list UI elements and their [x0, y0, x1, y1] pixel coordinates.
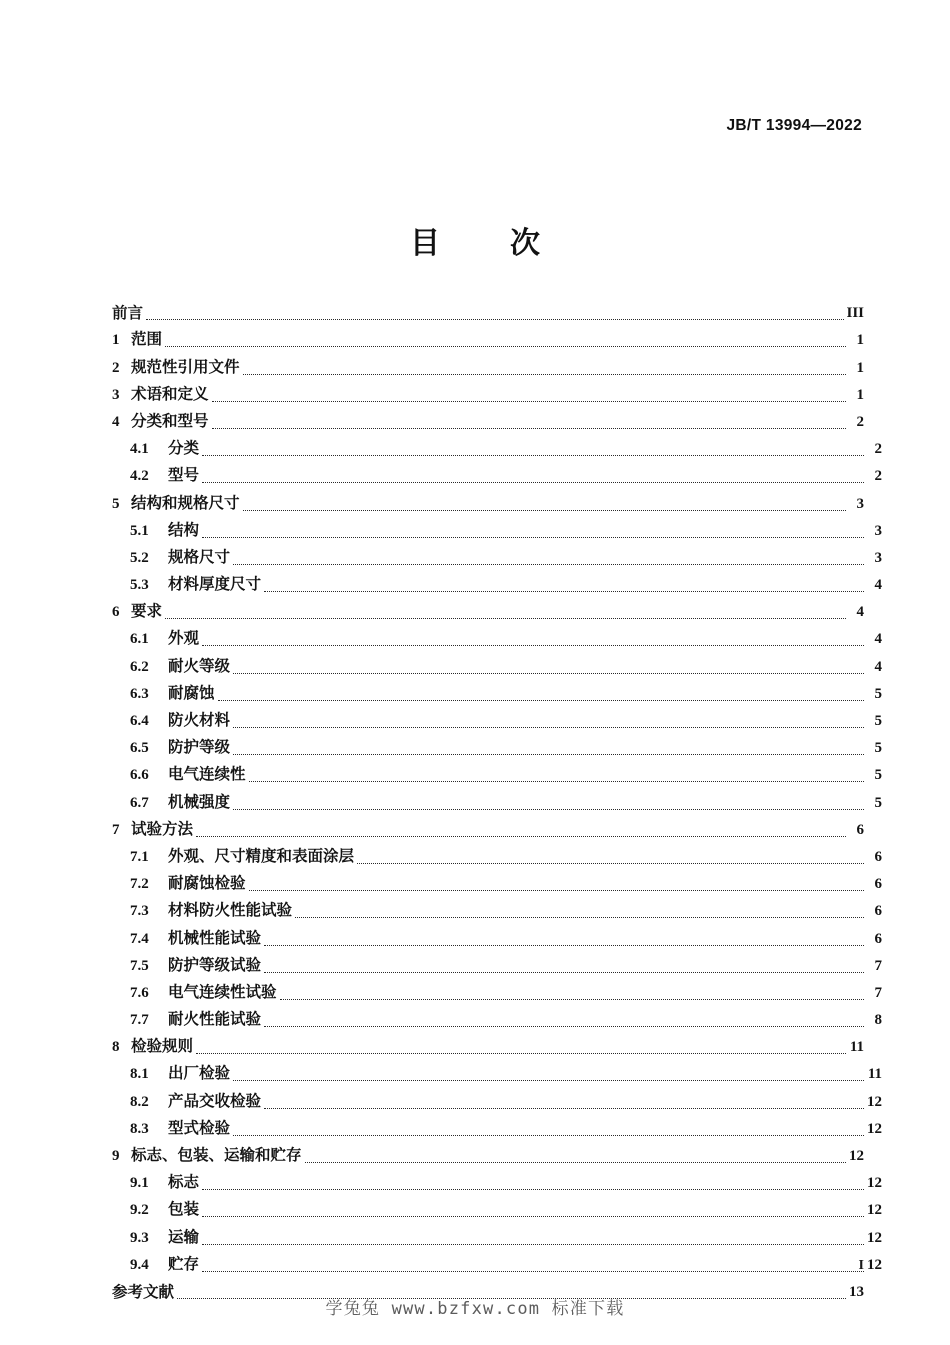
toc-entry-title: 防护等级试验 [168, 955, 262, 974]
toc-dot-leader [233, 1068, 864, 1084]
toc-entry-title: 检验规则 [131, 1037, 194, 1056]
toc-entry-label [130, 1063, 230, 1084]
toc-dot-leader [305, 1150, 846, 1166]
toc-entry-number: 8.1 [130, 1066, 149, 1083]
toc-entry-page-number: 1 [856, 359, 864, 376]
toc-entry-label [130, 1172, 199, 1193]
toc-entry[interactable] [112, 1030, 864, 1057]
toc-entry-page-number: 4 [874, 631, 882, 648]
page-number: I [858, 1258, 864, 1273]
toc-entry-title: 出厂检验 [168, 1064, 231, 1083]
toc-entry-label [130, 1199, 199, 1220]
toc-entry-label [130, 928, 261, 949]
toc-entry-number: 7.5 [130, 957, 149, 974]
toc-entry-page-number: III [846, 305, 864, 322]
toc-entry[interactable] [112, 514, 882, 541]
toc-entry-label [130, 982, 277, 1003]
toc-dot-leader [202, 1259, 864, 1275]
toc-entry-page-number: 11 [867, 1066, 882, 1083]
toc-entry-title: 分类和型号 [131, 411, 209, 430]
toc-entry[interactable] [112, 541, 882, 568]
toc-entry-page-number: 1 [856, 386, 864, 403]
toc-entry-number: 4.1 [130, 441, 149, 458]
toc-entry-label [130, 1091, 261, 1112]
toc-entry-number: 8.3 [130, 1120, 149, 1137]
toc-dot-leader [295, 905, 864, 921]
toc-entry-number: 5.1 [130, 522, 149, 539]
toc-dot-leader [146, 307, 844, 323]
toc-entry[interactable] [112, 894, 882, 921]
toc-entry-title: 耐腐蚀检验 [168, 874, 246, 893]
toc-entry-number: 1 [112, 332, 120, 349]
toc-entry-title: 机械强度 [168, 792, 231, 811]
toc-entry-title: 要求 [131, 602, 163, 621]
toc-entry-page-number: 8 [874, 1012, 882, 1029]
toc-entry-title: 材料厚度尺寸 [168, 575, 262, 594]
toc-entry[interactable] [112, 813, 864, 840]
toc-entry-label [130, 656, 230, 677]
toc-dot-leader [212, 389, 846, 405]
toc-entry-label [130, 1009, 261, 1030]
toc-entry-label [112, 601, 162, 622]
toc-entry-title: 分类 [168, 439, 200, 458]
toc-entry-page-number: 2 [874, 468, 882, 485]
toc-entry-title: 前言 [112, 304, 144, 323]
toc-dot-leader [212, 416, 846, 432]
toc-entry-title: 防护等级 [168, 738, 231, 757]
toc-entry[interactable] [112, 1193, 882, 1220]
toc-entry-page-number: 5 [874, 685, 882, 702]
toc-entry[interactable] [112, 459, 882, 486]
toc-entry[interactable] [112, 1003, 882, 1030]
toc-entry-title: 包装 [168, 1200, 200, 1219]
toc-entry-number: 9.4 [130, 1256, 149, 1273]
page-title: 目 次 [410, 226, 560, 261]
toc-dot-leader [202, 470, 864, 486]
toc-dot-leader [243, 498, 846, 514]
toc-entry-label [130, 465, 199, 486]
toc-dot-leader [280, 987, 864, 1003]
toc-entry-page-number: 5 [874, 767, 882, 784]
toc-entry[interactable] [112, 1248, 882, 1275]
toc-entry-number: 7.2 [130, 876, 149, 893]
toc-entry-label [112, 493, 240, 514]
toc-dot-leader [264, 960, 864, 976]
toc-entry-page-number: 3 [874, 522, 882, 539]
toc-dot-leader [233, 552, 864, 568]
toc-entry-title: 防火材料 [168, 711, 231, 729]
toc-entry-number: 6.1 [130, 631, 149, 648]
toc-entry-label [130, 955, 261, 976]
toc-dot-leader [264, 1014, 864, 1030]
toc-entry-number: 9.2 [130, 1202, 149, 1219]
toc-dot-leader [249, 769, 864, 785]
toc-entry-title: 耐腐蚀 [168, 683, 215, 702]
toc-dot-leader [264, 1096, 864, 1112]
toc-dot-leader [202, 633, 864, 649]
toc-entry-label [130, 1254, 199, 1275]
toc-entry-page-number: 12 [867, 1229, 882, 1246]
toc-entry-number: 4 [112, 413, 120, 430]
toc-entry-number: 6.2 [130, 658, 149, 675]
toc-entry-title: 参考文献 [112, 1282, 175, 1301]
toc-entry-label [112, 384, 209, 405]
toc-entry-number: 7.6 [130, 984, 149, 1001]
toc-entry-number: 9 [112, 1148, 120, 1164]
toc-entry-page-number: 12 [867, 1256, 882, 1273]
toc-entry-title: 贮存 [168, 1254, 200, 1273]
toc-entry-title: 规格尺寸 [168, 547, 231, 566]
toc-entry-page-number: 12 [867, 1093, 882, 1110]
toc-entry-page-number: 2 [874, 441, 882, 458]
toc-entry[interactable] [112, 432, 882, 459]
toc-dot-leader [249, 878, 864, 894]
toc-entry-page-number: 6 [874, 903, 882, 920]
toc-entry[interactable] [112, 595, 864, 622]
toc-entry-number: 6.6 [130, 767, 149, 784]
toc-entry-number: 6.7 [130, 794, 149, 811]
toc-dot-leader [218, 688, 864, 704]
toc-entry[interactable] [112, 758, 882, 785]
toc-entry-label [112, 1036, 193, 1057]
toc-entry[interactable] [112, 405, 864, 432]
toc-dot-leader [233, 1123, 864, 1139]
toc-entry-title: 机械性能试验 [168, 928, 262, 947]
toc-entry-page-number: 6 [874, 848, 882, 865]
toc-entry-page-number: 5 [874, 794, 882, 811]
toc-entry[interactable] [112, 649, 882, 676]
toc-entry-label [112, 411, 209, 432]
toc-entry-label [130, 900, 292, 921]
toc-dot-leader [202, 525, 864, 541]
toc-entry-title: 标志 [168, 1173, 200, 1192]
toc-dot-leader [264, 933, 864, 949]
toc-entry[interactable] [112, 323, 864, 350]
toc-entry-title: 结构和规格尺寸 [131, 493, 240, 512]
toc-entry-number: 4.2 [130, 468, 149, 485]
toc-dot-leader [243, 362, 846, 378]
toc-dot-leader [202, 443, 864, 459]
toc-entry-title: 产品交收检验 [168, 1091, 262, 1110]
toc-entry-number: 6.5 [130, 740, 149, 757]
toc-dot-leader [233, 742, 864, 758]
toc-entry-label [112, 329, 162, 350]
toc-entry[interactable] [112, 378, 864, 405]
toc-entry-page-number: 4 [874, 658, 882, 675]
toc-entry-number: 8 [112, 1039, 120, 1056]
toc-entry-page-number: 12 [867, 1175, 882, 1192]
toc-entry[interactable] [112, 1084, 882, 1111]
toc-dot-leader [202, 1204, 864, 1220]
toc-entry-title: 材料防火性能试验 [168, 901, 293, 920]
toc-entry[interactable] [112, 350, 864, 377]
toc-entry[interactable] [112, 840, 882, 867]
toc-entry[interactable] [112, 296, 864, 323]
toc-entry-title: 电气连续性试验 [168, 982, 277, 1001]
toc-entry-page-number: 7 [874, 957, 882, 974]
toc-entry-number: 7 [112, 821, 120, 838]
toc-entry-label [112, 303, 143, 323]
toc-entry[interactable] [112, 867, 882, 894]
toc-entry-number: 3 [112, 386, 120, 403]
toc-entry-number: 6.3 [130, 685, 149, 702]
toc-entry-label [130, 683, 215, 704]
toc-entry-page-number: 5 [874, 713, 882, 729]
toc-entry-number: 7.3 [130, 903, 149, 920]
toc-entry-title: 型式检验 [168, 1118, 231, 1137]
toc-dot-leader [196, 1041, 846, 1057]
toc-entry-title: 术语和定义 [131, 384, 209, 403]
toc-entry-label [112, 357, 240, 378]
toc-entry-title: 标志、包装、运输和贮存 [131, 1146, 302, 1164]
toc-entry-page-number: 4 [856, 604, 864, 621]
toc-entry-number: 5 [112, 495, 120, 512]
toc-entry-page-number: 6 [874, 876, 882, 893]
standard-number-header: JB/T 13994—2022 [726, 117, 862, 134]
toc-entry-title: 耐火性能试验 [168, 1010, 262, 1029]
toc-entry-label [130, 1227, 199, 1248]
toc-entry-number: 5.2 [130, 549, 149, 566]
toc-entry-page-number: 11 [849, 1039, 864, 1056]
toc-entry-page-number: 12 [867, 1202, 882, 1219]
toc-entry-page-number: 6 [856, 821, 864, 838]
toc-entry-label [130, 873, 246, 894]
toc-entry-number: 5.3 [130, 577, 149, 594]
toc-entry-title: 运输 [168, 1227, 200, 1246]
toc-entry-page-number: 2 [856, 413, 864, 430]
toc-entry-label [130, 710, 230, 731]
toc-entry-number: 2 [112, 359, 120, 376]
toc-entry-label [130, 628, 199, 649]
toc-entry-title: 外观、尺寸精度和表面涂层 [168, 846, 355, 865]
toc-entry-label [130, 438, 199, 459]
toc-entry[interactable] [112, 568, 882, 595]
toc-entry-page-number: 1 [856, 332, 864, 349]
toc-entry-number: 6.4 [130, 713, 149, 729]
toc-entry-title: 结构 [168, 520, 200, 539]
toc-entry-label [130, 520, 199, 541]
toc-entry-number: 9.1 [130, 1175, 149, 1192]
toc-dot-leader [202, 1232, 864, 1248]
toc-entry-label [130, 574, 261, 595]
toc-entry-number: 7.1 [130, 848, 149, 865]
toc-dot-leader [233, 797, 864, 813]
toc-entry-number: 7.7 [130, 1012, 149, 1029]
toc-entry-page-number: 12 [867, 1120, 882, 1137]
toc-entry[interactable] [112, 1057, 882, 1084]
toc-entry[interactable] [112, 486, 864, 513]
toc-entry-number: 8.2 [130, 1093, 149, 1110]
toc-entry[interactable] [112, 1166, 882, 1193]
toc-entry-label [130, 737, 230, 758]
watermark-footer: 学兔兔 www.bzfxw.com 标准下载 [325, 1299, 625, 1319]
toc-entry-page-number: 5 [874, 740, 882, 757]
toc-entry-page-number: 7 [874, 984, 882, 1001]
toc-dot-leader [196, 824, 846, 840]
toc-entry-page-number: 3 [874, 549, 882, 566]
toc-entry-page-number: 12 [849, 1148, 864, 1164]
toc-entry[interactable] [112, 731, 882, 758]
toc-entry-label [130, 764, 246, 785]
toc-entry[interactable] [112, 1112, 882, 1139]
toc-entry-number: 7.4 [130, 930, 149, 947]
toc-entry-label [130, 1118, 230, 1139]
toc-entry[interactable] [112, 622, 882, 649]
toc-entry[interactable] [112, 1220, 882, 1247]
toc-entry[interactable] [112, 976, 882, 1003]
toc-entry[interactable] [112, 677, 882, 704]
toc-entry[interactable] [112, 1139, 864, 1166]
toc-entry-page-number: 4 [874, 577, 882, 594]
toc-dot-leader [165, 334, 846, 350]
toc-entry[interactable] [112, 704, 882, 731]
table-of-contents [112, 296, 882, 1302]
toc-dot-leader [165, 606, 846, 622]
toc-entry-title: 电气连续性 [168, 765, 246, 784]
toc-entry-label [130, 547, 230, 568]
toc-entry-title: 规范性引用文件 [131, 357, 240, 376]
toc-dot-leader [202, 1177, 864, 1193]
toc-entry-number: 6 [112, 604, 120, 621]
toc-entry-page-number: 3 [856, 495, 864, 512]
toc-dot-leader [357, 851, 864, 867]
toc-entry-title: 型号 [168, 466, 200, 485]
toc-entry-page-number: 6 [874, 930, 882, 947]
toc-entry[interactable] [112, 949, 882, 976]
toc-entry[interactable] [112, 785, 882, 812]
toc-entry-title: 外观 [168, 629, 200, 648]
toc-entry-label [112, 1145, 302, 1166]
toc-entry-page-number: 13 [849, 1283, 864, 1300]
toc-entry-title: 试验方法 [131, 819, 194, 838]
toc-entry[interactable] [112, 921, 882, 948]
toc-dot-leader [233, 715, 864, 731]
toc-dot-leader [264, 579, 864, 595]
toc-dot-leader [233, 661, 864, 677]
toc-entry-title: 耐火等级 [168, 656, 231, 675]
toc-entry-title: 范围 [131, 330, 163, 349]
toc-entry-label [130, 846, 354, 867]
toc-entry-number: 9.3 [130, 1229, 149, 1246]
toc-entry-label [112, 819, 193, 840]
toc-entry-label [130, 792, 230, 813]
